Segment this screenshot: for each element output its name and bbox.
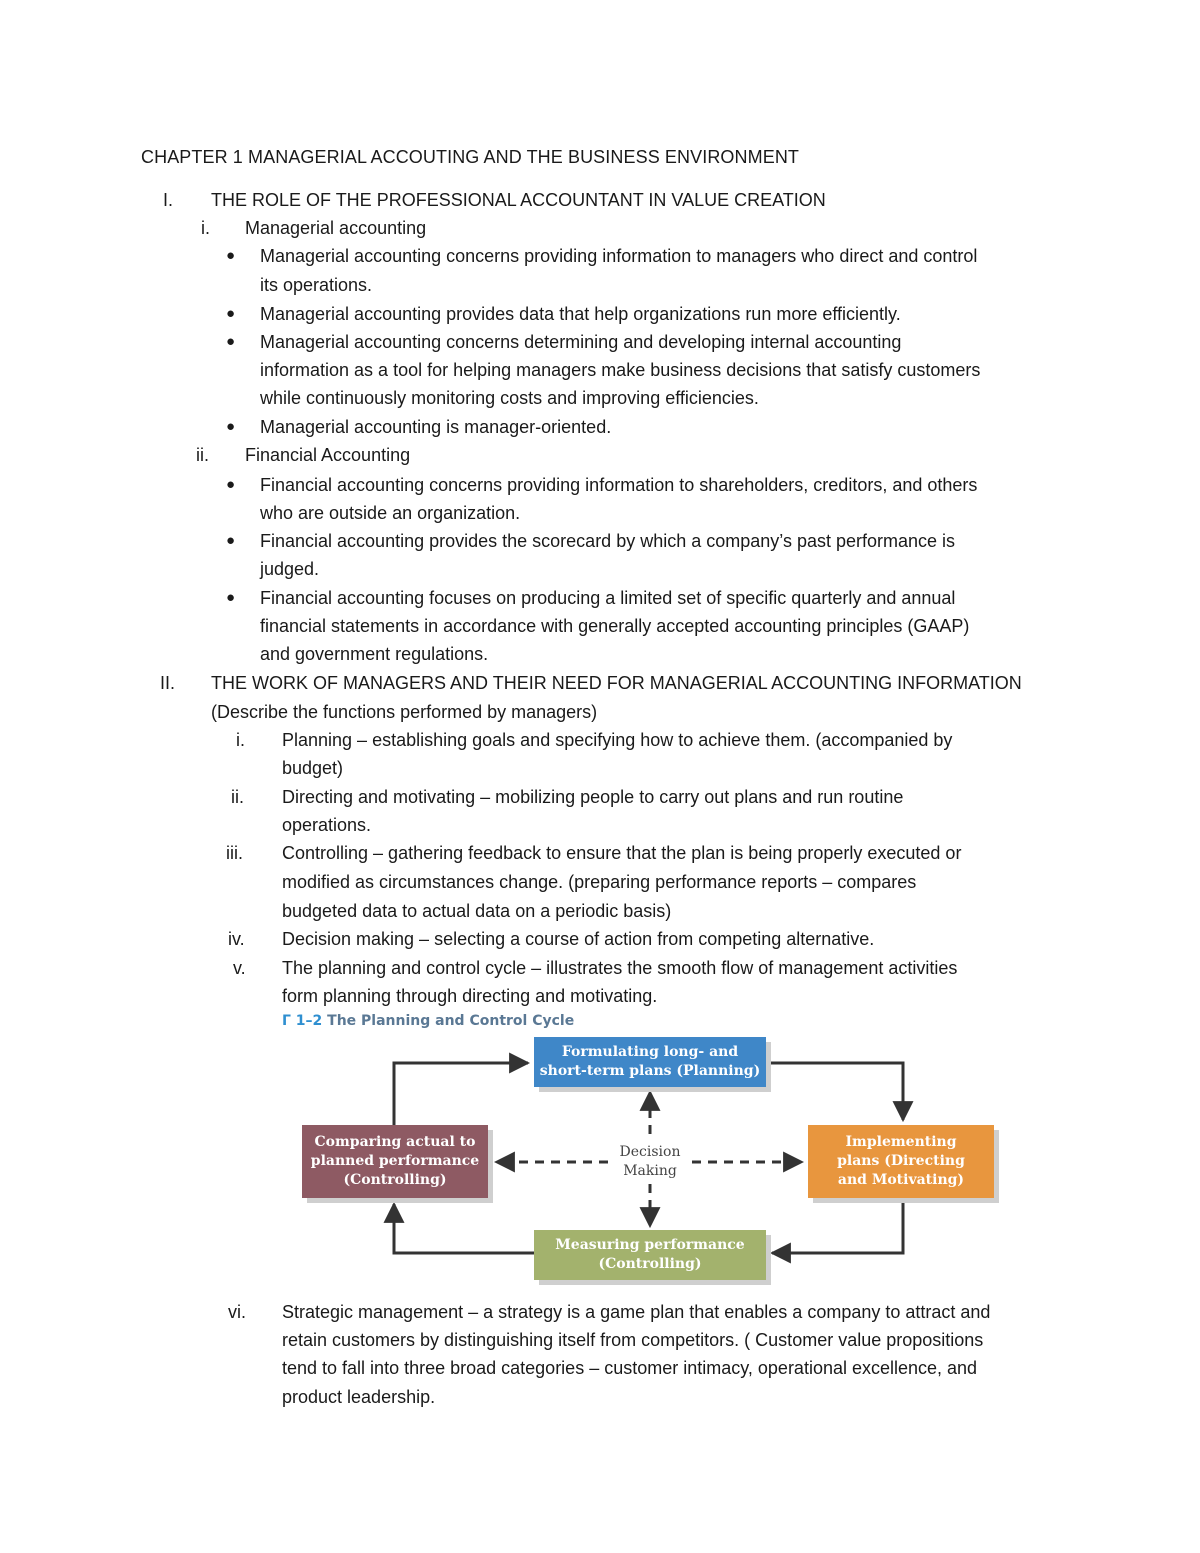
- arrow-comparing-to-planning: [394, 1063, 528, 1126]
- bullet-text: and government regulations.: [260, 644, 489, 664]
- bullet-text: who are outside an organization.: [260, 503, 521, 523]
- item-numeral: ii.: [231, 787, 244, 807]
- item-numeral: i.: [236, 730, 245, 750]
- section-2-numeral: II.: [160, 673, 176, 693]
- section-2-subheading: (Describe the functions performed by managers): [211, 702, 598, 722]
- bullet-text: financial statements in accordance with generally accepted accounting principles (GAAP): [260, 616, 970, 636]
- bullet-icon: ●: [226, 589, 236, 606]
- decision-line: Decision: [619, 1144, 681, 1160]
- comparing-line: planned performance: [310, 1153, 480, 1169]
- item-text: Controlling – gathering feedback to ensure that the plan is being properly executed or: [282, 843, 962, 863]
- bullet-icon: ●: [226, 305, 236, 322]
- item-numeral: v.: [233, 958, 246, 978]
- bullet-text: Managerial accounting concerns determining and developing internal accounting: [260, 332, 902, 352]
- comparing-box: [302, 1125, 488, 1198]
- section-1-heading: THE ROLE OF THE PROFESSIONAL ACCOUNTANT IN VALUE CREATION: [211, 190, 826, 210]
- bullet-icon: ●: [226, 333, 236, 350]
- figure-number: Γ 1–2: [282, 1013, 323, 1029]
- bullet-icon: ●: [226, 532, 236, 549]
- bullet-text: Financial accounting focuses on producing a limited set of specific quarterly and annual: [260, 588, 956, 608]
- section-2-heading: THE WORK OF MANAGERS AND THEIR NEED FOR MANAGERIAL ACCOUNTING INFORMATION: [211, 673, 1022, 693]
- decision-line: Making: [623, 1163, 677, 1179]
- bullet-text: its operations.: [260, 275, 373, 295]
- comparing-line: Comparing actual to: [314, 1134, 476, 1150]
- item-numeral: vi.: [228, 1302, 246, 1322]
- bullet-text: judged.: [260, 559, 320, 579]
- comparing-line: (Controlling): [343, 1172, 447, 1188]
- section-1-numeral: I.: [163, 190, 174, 210]
- planning-line: Formulating long- and: [561, 1044, 739, 1060]
- arrow-measuring-to-comparing: [394, 1204, 534, 1253]
- item-text: operations.: [282, 815, 372, 835]
- item-text: Directing and motivating – mobilizing people to carry out plans and run routine: [282, 787, 904, 807]
- item-text: retain customers by distinguishing itself from competitors. ( Customer value propositions: [282, 1330, 984, 1350]
- bullet-icon: ●: [226, 418, 236, 435]
- sub-1-heading: Managerial accounting: [245, 218, 427, 238]
- figure-title: The Planning and Control Cycle: [327, 1013, 575, 1029]
- implementing-line: and Motivating): [837, 1172, 965, 1188]
- bullet-text: information as a tool for helping managers make business decisions that satisfy customers: [260, 360, 981, 380]
- item-text: product leadership.: [282, 1387, 436, 1407]
- sub-1-numeral: i.: [201, 218, 210, 238]
- item-text: Decision making – selecting a course of action from competing alternative.: [282, 929, 875, 949]
- measuring-box: [534, 1230, 766, 1280]
- item-text: Planning – establishing goals and specifying how to achieve them. (accompanied by: [282, 730, 953, 750]
- chapter-title: CHAPTER 1 MANAGERIAL ACCOUTING AND THE BUSINESS ENVIRONMENT: [141, 147, 800, 167]
- item-text: form planning through directing and motivating.: [282, 986, 658, 1006]
- arrow-planning-to-implementing: [766, 1063, 903, 1120]
- item-text: budget): [282, 758, 344, 778]
- bullet-icon: ●: [226, 476, 236, 493]
- sub-2-heading: Financial Accounting: [245, 445, 411, 465]
- sub-2-numeral: ii.: [196, 445, 209, 465]
- bullet-icon: ●: [226, 247, 236, 264]
- implementing-line: Implementing: [845, 1134, 957, 1150]
- measuring-line: (Controlling): [598, 1256, 702, 1272]
- item-text: modified as circumstances change. (preparing performance reports – compares: [282, 872, 917, 892]
- item-text: Strategic management – a strategy is a game plan that enables a company to attract and: [282, 1302, 991, 1322]
- bullet-text: Managerial accounting provides data that help organizations run more efficiently.: [260, 304, 901, 324]
- item-text: tend to fall into three broad categories – customer intimacy, operational excellence, and: [282, 1358, 978, 1378]
- bullet-text: Financial accounting concerns providing information to shareholders, creditors, and others: [260, 475, 978, 495]
- bullet-text: Managerial accounting is manager-oriented.: [260, 417, 612, 437]
- planning-box: [534, 1037, 766, 1087]
- arrow-implementing-to-measuring: [772, 1200, 903, 1253]
- implementing-box: [808, 1125, 994, 1198]
- item-text: The planning and control cycle – illustrates the smooth flow of management activities: [282, 958, 958, 978]
- decision-making-label: [612, 1143, 688, 1181]
- implementing-line: plans (Directing: [837, 1153, 965, 1169]
- item-numeral: iv.: [228, 929, 245, 949]
- measuring-line: Measuring performance: [555, 1237, 745, 1253]
- bullet-text: Financial accounting provides the scorecard by which a company’s past performance is: [260, 531, 956, 551]
- bullet-text: Managerial accounting concerns providing information to managers who direct and control: [260, 246, 978, 266]
- bullet-text: while continuously monitoring costs and improving efficiencies.: [260, 388, 759, 408]
- item-numeral: iii.: [226, 843, 243, 863]
- item-text: budgeted data to actual data on a periodic basis): [282, 901, 672, 921]
- planning-line: short-term plans (Planning): [539, 1063, 761, 1079]
